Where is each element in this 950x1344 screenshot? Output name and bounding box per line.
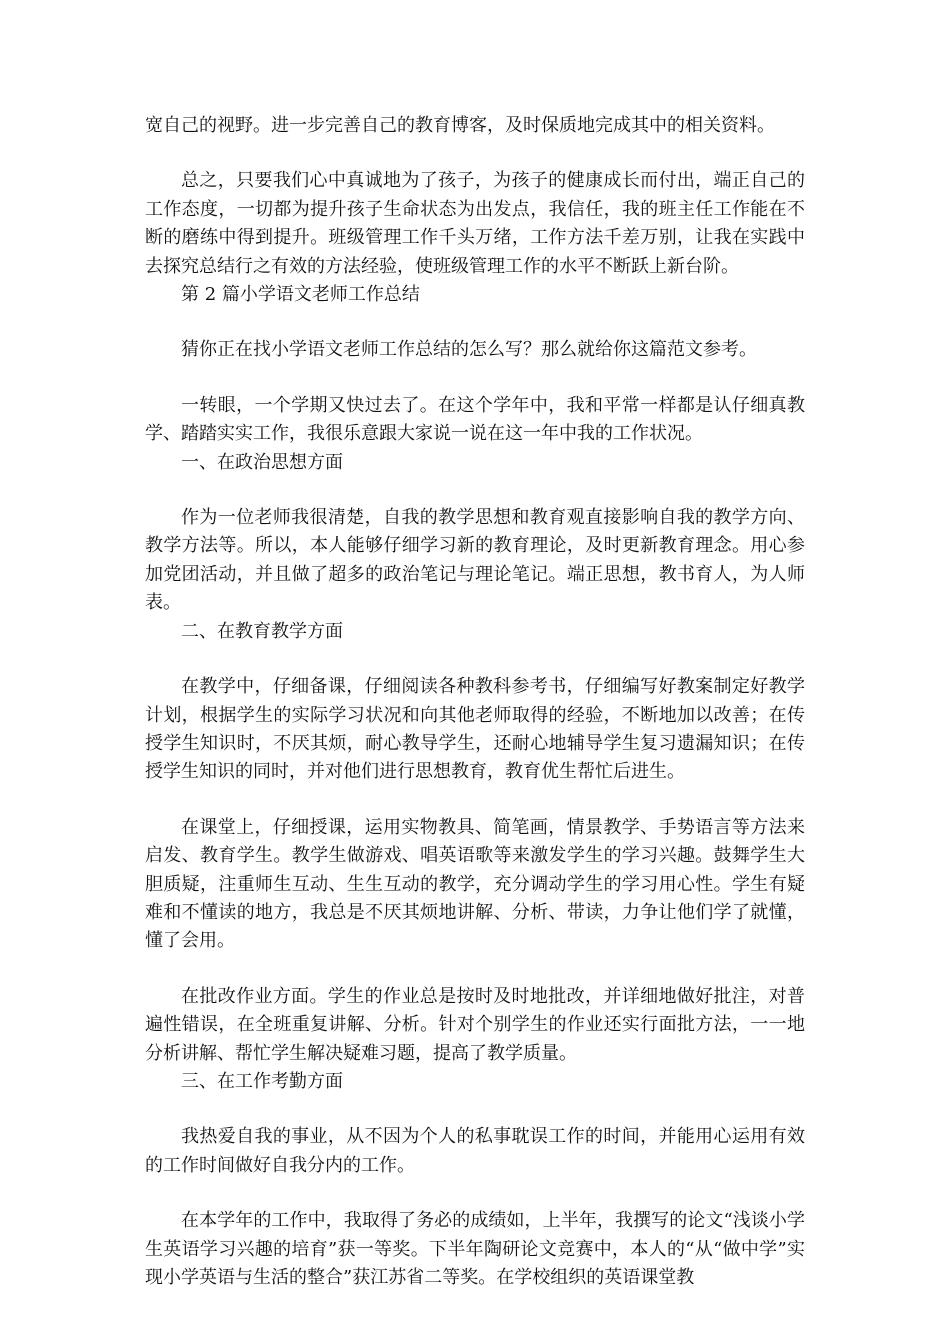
paragraph-homework: 在批改作业方面。学生的作业总是按时及时地批改，并详细地做好批注，对普遍性错误，在全班重复讲解、分析。针对个别学生的作业还实行面批方法，一一地分析讲解、帮忙学生解决疑难习题，提高了教学质量。 [145, 985, 805, 1064]
section-heading-teaching: 二、在教育教学方面 [181, 620, 343, 642]
paragraph-attendance: 我热爱自我的事业，从不因为个人的私事耽误工作的时间，并能用心运用有效的工作时间做好自我分内的工作。 [145, 1126, 805, 1176]
paragraph-achievements: 在本学年的工作中，我取得了务必的成绩如，上半年，我撰写的论文“浅谈小学生英语学习兴趣的培育”获一等奖。下半年陶研论文竞赛中，本人的“从“做中学”实现小学英语与生活的整合”获江苏省二等奖。在学校组织的英语课堂教 [145, 1210, 805, 1288]
section-heading-politics: 一、在政治思想方面 [181, 451, 343, 473]
paragraph-conclusion: 总之，只要我们心中真诚地为了孩子，为孩子的健康成长而付出，端正自己的工作态度，一切都为提升孩子生命状态为出发点，我信任，我的班主任工作能在不断的磨练中得到提升。班级管理工作千头万绪，工作方法千差万别，让我在实践中去探究总结行之有效的方法经验，使班级管理工作的水平不断跃上新台阶。 [145, 170, 805, 277]
paragraph-teaching: 在教学中，仔细备课，仔细阅读各种教科参考书，仔细编写好教案制定好教学计划，根据学生的实际学习状况和向其他老师取得的经验，不断地加以改善；在传授学生知识时，不厌其烦，耐心教导学生，还耐心地辅导学生复习遗漏知识；在传授学生知识的同时，并对他们进行思想教育，教育优生帮忙后进生。 [145, 676, 805, 783]
paragraph-politics: 作为一位老师我很清楚，自我的教学思想和教育观直接影响自我的教学方向、教学方法等。所以，本人能够仔细学习新的教育理论，及时更新教育理念。用心参加党团活动，并且做了超多的政治笔记与理论笔记。端正思想，教书育人，为人师表。 [145, 507, 805, 614]
document-page [145, 112, 805, 1292]
paragraph-classroom: 在课堂上，仔细授课，运用实物教具、简笔画，情景教学、手势语言等方法来启发、教育学生。教学生做游戏、唱英语歌等来激发学生的学习兴趣。鼓舞学生大胆质疑，注重师生互动、生生互动的教学，充分调动学生的学习用心性。学生有疑难和不懂读的地方，我总是不厌其烦地讲解、分析、带读，力争让他们学了就懂，懂了会用。 [145, 816, 805, 952]
article-title: 第 2 篇小学语文老师工作总结 [181, 284, 420, 306]
paragraph-intro: 猜你正在找小学语文老师工作总结的怎么写？那么就给你这篇范文参考。 [181, 339, 757, 361]
paragraph-continuation: 宽自己的视野。进一步完善自己的教育博客，及时保质地完成其中的相关资料。 [145, 115, 775, 136]
paragraph-opening: 一转眼，一个学期又快过去了。在这个学年中，我和平常一样都是认仔细真教学、踏踏实实工作，我很乐意跟大家说一说在这一年中我的工作状况。 [145, 394, 805, 445]
section-heading-attendance: 三、在工作考勤方面 [181, 1070, 343, 1092]
